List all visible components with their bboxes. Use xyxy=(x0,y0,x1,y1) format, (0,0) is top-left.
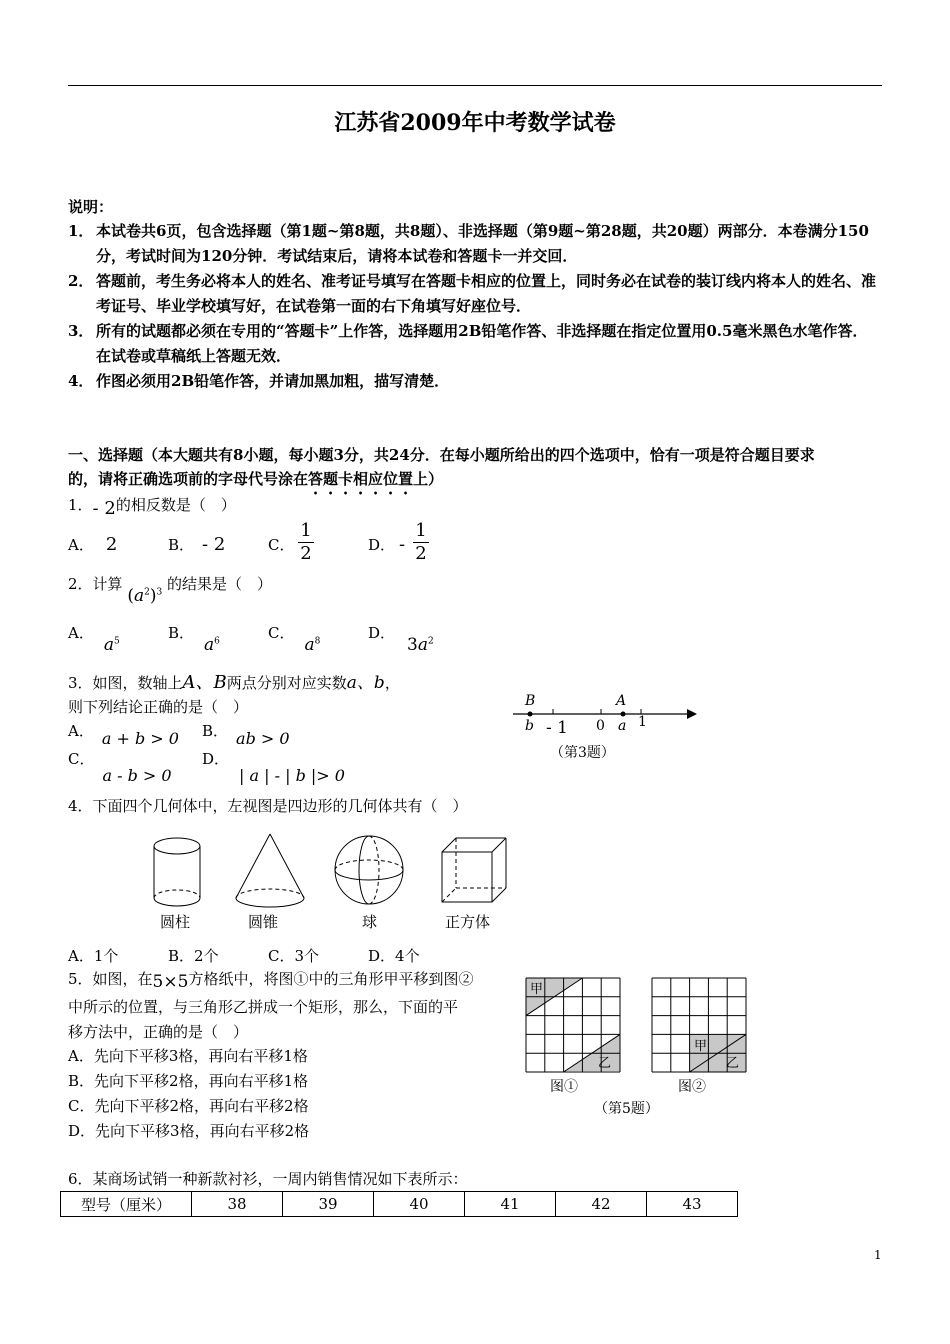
instruction-text: 本试卷共6页，包含选择题（第1题~第8题，共8题）、非选择题（第9题~第28题，共20题）两部分．本卷满分150分，考试时间为120分钟．考试结束后，请将本试卷和答题卡一并交回． xyxy=(96,222,869,265)
option-expr: ab > 0 xyxy=(236,729,290,748)
q3-text: 两点分别对应实数 xyxy=(226,674,347,692)
instructions-heading: 说明： xyxy=(68,198,114,216)
option-exp: 5 xyxy=(113,636,120,647)
q1-option-c xyxy=(268,534,294,555)
label-jia: 甲 xyxy=(694,1039,708,1054)
option-value: 3个 xyxy=(294,947,320,965)
option-exp: 6 xyxy=(214,636,220,647)
label-jia: 甲 xyxy=(530,982,544,997)
label-a: a xyxy=(618,718,627,734)
instruction-item-1 xyxy=(68,219,882,269)
option-label: D． xyxy=(202,750,230,768)
table-cell: 40 xyxy=(374,1192,465,1217)
option-value: 先向下平移3格，再向右平移1格 xyxy=(93,1047,308,1065)
figure-caption: （第3题） xyxy=(550,745,615,761)
q5-text: 5．如图，在 xyxy=(68,970,153,988)
q3-text: ， xyxy=(384,674,400,692)
option-label: C． xyxy=(68,1097,95,1115)
fraction-denominator: 2 xyxy=(413,542,429,565)
option-label: B． xyxy=(68,1072,95,1090)
option-value: 4个 xyxy=(395,947,420,965)
q5-option-c xyxy=(68,1095,309,1116)
point-a-dot xyxy=(621,712,626,717)
instruction-num: 1． xyxy=(68,222,94,240)
option-base: a xyxy=(304,635,315,655)
option-label: D． xyxy=(68,1122,96,1140)
q2-expr: $(a^2)^3$ xyxy=(127,586,163,606)
q1-option-a xyxy=(68,534,117,555)
option-value: 2个 xyxy=(194,947,219,965)
fraction-numerator: 1 xyxy=(300,520,312,541)
option-value: 先向下平移2格，再向右平移1格 xyxy=(94,1072,309,1090)
q6-size-table xyxy=(60,1191,738,1217)
section-heading-emphasis: 答题卡相应位置 xyxy=(308,470,414,488)
option-label: B． xyxy=(168,947,195,965)
q5-stem-line3: 移方法中，正确的是（ ） xyxy=(68,1023,249,1041)
q5-option-d xyxy=(68,1120,309,1141)
option-label: C． xyxy=(268,947,295,965)
instruction-text: 答题前，考生务必将本人的姓名、准考证号填写在答题卡相应的位置上，同时务必在试卷的装订线内将本人的姓名、准考证号、毕业学校填写好，在试卷第一面的右下角填写好座位号． xyxy=(96,272,877,315)
q5-grid-figure xyxy=(520,972,760,1120)
option-label: C． xyxy=(68,750,95,768)
fraction-denominator: 2 xyxy=(298,542,314,565)
option-label: C． xyxy=(268,536,295,554)
q5-stem-line2: 中所示的位置，与三角形乙拼成一个矩形，那么，下面的平 xyxy=(68,998,459,1016)
label-one: 1 xyxy=(638,714,647,730)
instruction-item-4 xyxy=(68,369,882,394)
instruction-text: 所有的试题都必须在专用的“答题卡”上作答，选择题用2B铅笔作答、非选择题在指定位置用0.5毫米黑色水笔作答．在试卷或草稿纸上答题无效． xyxy=(96,322,868,365)
grid-figure-1 xyxy=(526,978,620,1072)
option-label: A． xyxy=(68,947,94,965)
cube-icon xyxy=(442,838,506,902)
option-label: C． xyxy=(268,624,295,642)
q4-stem: 4．下面四个几何体中，左视图是四边形的几何体共有（ ） xyxy=(68,797,468,815)
option-value: 1个 xyxy=(93,947,119,965)
q2-option-d xyxy=(368,622,434,655)
instruction-item-3 xyxy=(68,319,882,369)
q4-solids-figure xyxy=(140,830,520,912)
instruction-num: 2． xyxy=(68,272,94,290)
label-yi: 乙 xyxy=(598,1056,612,1071)
q2-option-b xyxy=(168,622,220,655)
cone-icon xyxy=(236,834,304,907)
q3-number-line-figure xyxy=(505,688,705,768)
table-cell: 42 xyxy=(556,1192,647,1217)
shape-label-cylinder: 圆柱 xyxy=(160,913,191,931)
label-B: B xyxy=(525,693,536,709)
q1-option-d-fraction xyxy=(413,520,429,565)
figure-caption: （第5题） xyxy=(594,1101,659,1117)
table-cell: 43 xyxy=(647,1192,738,1217)
label-neg1: - 1 xyxy=(546,718,568,738)
option-value: - 2 xyxy=(202,534,226,555)
option-sign: - xyxy=(399,534,406,555)
shape-label-cone: 圆锥 xyxy=(248,913,279,931)
cylinder-icon xyxy=(154,838,200,906)
q3-option-a xyxy=(68,720,179,748)
instruction-num: 3． xyxy=(68,322,94,340)
instruction-text: 作图必须用2B铅笔作答，并请加黑加粗，描写清楚． xyxy=(96,372,450,390)
page-number: 1 xyxy=(874,1248,882,1262)
option-label: A． xyxy=(68,722,94,740)
option-label: B． xyxy=(168,536,195,554)
option-label: A． xyxy=(68,536,94,554)
option-label: A． xyxy=(68,1047,94,1065)
option-label: B． xyxy=(202,722,229,740)
option-exp: 2 xyxy=(428,636,434,647)
sphere-icon xyxy=(335,836,403,904)
option-value: 先向下平移2格，再向右平移2格 xyxy=(94,1097,309,1115)
q1-expr: - 2 xyxy=(92,498,116,519)
expr-outer-exp: 3 xyxy=(156,587,163,598)
q1-stem xyxy=(68,494,236,519)
option-value: 先向下平移3格，再向右平移2格 xyxy=(95,1122,310,1140)
option-base: a xyxy=(103,635,114,655)
point-b-dot xyxy=(528,712,533,717)
q2-option-c xyxy=(268,622,321,655)
q2-text: 的结果是（ ） xyxy=(167,575,273,593)
option-label: D． xyxy=(368,536,396,554)
q2-num: 2．计算 xyxy=(68,575,123,593)
table-cell: 39 xyxy=(283,1192,374,1217)
q3-option-d xyxy=(202,748,345,785)
q6-stem: 6．某商场试销一种新款衬衫，一周内销售情况如下表所示： xyxy=(68,1170,468,1188)
q1-text: 的相反数是（ ） xyxy=(115,496,236,514)
q3-vars: a、b xyxy=(346,673,385,693)
q5-stem-line1 xyxy=(68,968,474,992)
instruction-item-2 xyxy=(68,269,882,319)
q4-option-a xyxy=(68,945,118,966)
q5-option-b xyxy=(68,1070,308,1091)
table-cell: 38 xyxy=(192,1192,283,1217)
option-exp: 8 xyxy=(314,636,321,647)
label-zero: 0 xyxy=(596,718,605,734)
q4-option-b xyxy=(168,945,219,966)
table-row xyxy=(61,1192,738,1217)
option-base: a xyxy=(417,635,428,655)
option-label: B． xyxy=(168,624,195,642)
label-fig2: 图② xyxy=(678,1079,706,1095)
q3-text: 3．如图，数轴上 xyxy=(68,674,183,692)
option-value: 2 xyxy=(105,534,118,555)
section-heading-part: 的，请将正确选项前的字母代号涂在 xyxy=(68,470,309,488)
grid-figure-2 xyxy=(652,978,746,1072)
option-expr: a - b > 0 xyxy=(102,766,172,785)
header-rule xyxy=(68,85,882,86)
table-cell: 41 xyxy=(465,1192,556,1217)
section-heading-part: 上） xyxy=(413,470,444,488)
expr-inner-exp: 2 xyxy=(144,587,150,598)
option-expr: | a | - | b |> 0 xyxy=(239,766,345,785)
shape-label-cube: 正方体 xyxy=(445,913,491,931)
instruction-num: 4． xyxy=(68,372,94,390)
q5-option-a xyxy=(68,1045,308,1066)
option-expr: a + b > 0 xyxy=(101,729,179,748)
q2-option-a xyxy=(68,622,120,655)
option-label: A． xyxy=(68,624,94,642)
expr-base: a xyxy=(133,586,145,606)
option-label: D． xyxy=(368,624,396,642)
option-base: a xyxy=(204,635,215,655)
fraction-numerator: 1 xyxy=(415,520,427,541)
option-coef: 3 xyxy=(407,635,418,655)
q5-grid-expr: 5×5 xyxy=(152,972,189,992)
q3-stem-line2: 则下列结论正确的是（ ） xyxy=(68,698,249,716)
q3-option-b xyxy=(202,720,290,748)
q3-stem-line1 xyxy=(68,668,400,694)
table-header-cell: 型号（厘米） xyxy=(61,1192,192,1217)
label-fig1: 图① xyxy=(550,1079,578,1095)
q1-num: 1． xyxy=(68,496,93,514)
label-yi: 乙 xyxy=(726,1056,740,1071)
page-title: 江苏省2009年中考数学试卷 xyxy=(334,110,616,136)
q3-option-c xyxy=(68,748,172,785)
q1-option-d xyxy=(368,534,405,555)
arrow-head-icon xyxy=(687,709,697,719)
section-heading-line1: 一、选择题（本大题共有8小题，每小题3分，共24分．在每小题所给出的四个选项中，恰有一项是符合题目要求 xyxy=(68,446,815,464)
q1-option-b xyxy=(168,534,225,555)
q4-option-d xyxy=(368,945,420,966)
q3-points: A、B xyxy=(182,672,227,693)
q1-option-c-fraction xyxy=(298,520,314,565)
label-A: A xyxy=(616,693,627,709)
option-label: D． xyxy=(368,947,396,965)
label-b: b xyxy=(525,718,534,734)
q5-text: 方格纸中，将图①中的三角形甲平移到图② xyxy=(188,970,474,988)
q4-option-c xyxy=(268,945,319,966)
q2-stem xyxy=(68,573,273,606)
shape-label-sphere: 球 xyxy=(362,913,378,931)
